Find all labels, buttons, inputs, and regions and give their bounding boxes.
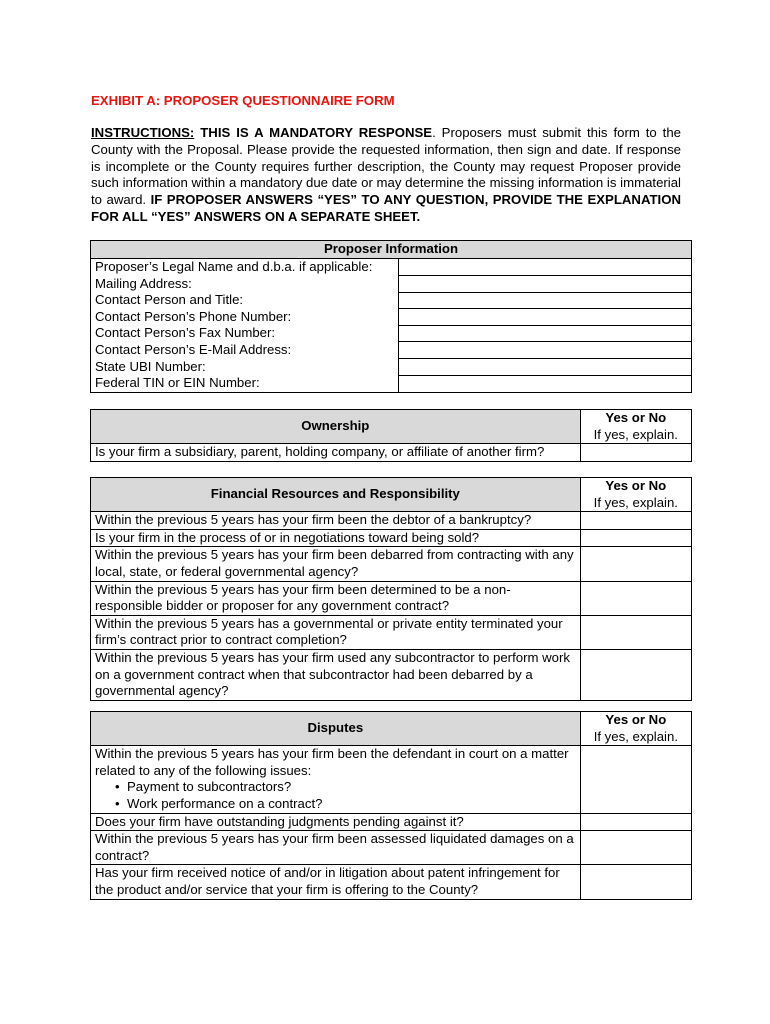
answer-cell[interactable]	[580, 813, 691, 831]
yes-no-label: Yes or No	[605, 712, 667, 727]
field-input-ubi[interactable]	[398, 359, 691, 376]
yes-no-label: Yes or No	[605, 410, 667, 425]
disputes-header: Disputes	[91, 712, 581, 746]
disputes-table	[90, 711, 692, 900]
field-label-fax: Contact Person’s Fax Number:	[91, 325, 399, 342]
bullet-item: • Payment to subcontractors?	[115, 779, 576, 796]
yes-no-label: Yes or No	[605, 478, 667, 493]
answer-cell[interactable]	[580, 547, 691, 581]
proposer-information-header: Proposer Information	[91, 241, 692, 259]
field-input-legal-name[interactable]	[398, 259, 691, 276]
question-text: Has your firm received notice of and/or in litigation about patent infringement for the product and/or service that your firm is offering to the County?	[91, 865, 581, 899]
yes-no-header	[580, 712, 691, 746]
question-text-main: Within the previous 5 years has your firm been the defendant in court on a matter related to any of the following issues:	[95, 746, 569, 778]
field-label-mailing-address: Mailing Address:	[91, 276, 399, 293]
question-text	[91, 746, 581, 813]
yes-no-header	[580, 478, 691, 512]
yes-no-header	[580, 410, 691, 444]
yes-no-sub: If yes, explain.	[593, 494, 678, 510]
proposer-information-table	[90, 240, 692, 393]
financial-table	[90, 477, 692, 701]
answer-cell[interactable]	[580, 529, 691, 547]
answer-cell[interactable]	[580, 746, 691, 813]
field-input-tin[interactable]	[398, 375, 691, 392]
question-text: Within the previous 5 years has your firm been debarred from contracting with any local, state, or federal governmental agency?	[91, 547, 581, 581]
field-input-email[interactable]	[398, 342, 691, 359]
instructions-bold-tail: IF PROPOSER ANSWERS “YES” TO ANY QUESTION, PROVIDE THE EXPLANATION FOR ALL “YES” ANSWERS ON A SEPARATE SHEET.	[91, 192, 681, 224]
question-text: Within the previous 5 years has your firm used any subcontractor to perform work on a government contract when that subcontractor had been debarred by a governmental agency?	[91, 649, 581, 700]
question-text: Is your firm in the process of or in negotiations toward being sold?	[91, 529, 581, 547]
answer-cell[interactable]	[580, 444, 691, 462]
answer-cell[interactable]	[580, 615, 691, 649]
instructions-label: INSTRUCTIONS:	[91, 125, 195, 140]
answer-cell[interactable]	[580, 649, 691, 700]
ownership-table	[90, 409, 692, 462]
field-label-ubi: State UBI Number:	[91, 359, 399, 376]
field-input-fax[interactable]	[398, 325, 691, 342]
field-input-mailing-address[interactable]	[398, 276, 691, 293]
yes-no-sub: If yes, explain.	[593, 728, 678, 744]
yes-no-sub: If yes, explain.	[593, 426, 678, 442]
question-text: Does your firm have outstanding judgments pending against it?	[91, 813, 581, 831]
question-text: Is your firm a subsidiary, parent, holding company, or affiliate of another firm?	[91, 444, 581, 462]
question-text: Within the previous 5 years has your firm been determined to be a non-responsible bidder or proposer for any government contract?	[91, 581, 581, 615]
answer-cell[interactable]	[580, 512, 691, 530]
ownership-header: Ownership	[91, 410, 581, 444]
question-text: Within the previous 5 years has your firm been the debtor of a bankruptcy?	[91, 512, 581, 530]
field-label-contact-person: Contact Person and Title:	[91, 292, 399, 309]
instructions-bold-lead: THIS IS A MANDATORY RESPONSE	[200, 125, 433, 140]
instructions-body: . Proposers must submit this form to the County with the Proposal. Please provide the requested information, then sign and date. If response is incomplete or the County requires further description, the County may request Proposer provide such information within a mandatory due date or may determine the missing information is immaterial to award.	[91, 125, 682, 208]
field-input-phone[interactable]	[398, 309, 691, 326]
field-input-contact-person[interactable]	[398, 292, 691, 309]
bullet-item: • Work performance on a contract?	[115, 796, 576, 813]
question-text: Within the previous 5 years has your firm been assessed liquidated damages on a contract?	[91, 831, 581, 865]
field-label-phone: Contact Person’s Phone Number:	[91, 309, 399, 326]
financial-header: Financial Resources and Responsibility	[91, 478, 581, 512]
answer-cell[interactable]	[580, 581, 691, 615]
field-label-email: Contact Person’s E-Mail Address:	[91, 342, 399, 359]
answer-cell[interactable]	[580, 865, 691, 899]
field-label-legal-name: Proposer’s Legal Name and d.b.a. if applicable:	[91, 259, 399, 276]
instructions-paragraph	[91, 125, 681, 226]
field-label-tin: Federal TIN or EIN Number:	[91, 375, 399, 392]
form-title: EXHIBIT A: PROPOSER QUESTIONNAIRE FORM	[91, 93, 395, 108]
answer-cell[interactable]	[580, 831, 691, 865]
question-text: Within the previous 5 years has a governmental or private entity terminated your firm’s contract prior to contract completion?	[91, 615, 581, 649]
question-bullet-list	[95, 779, 576, 812]
